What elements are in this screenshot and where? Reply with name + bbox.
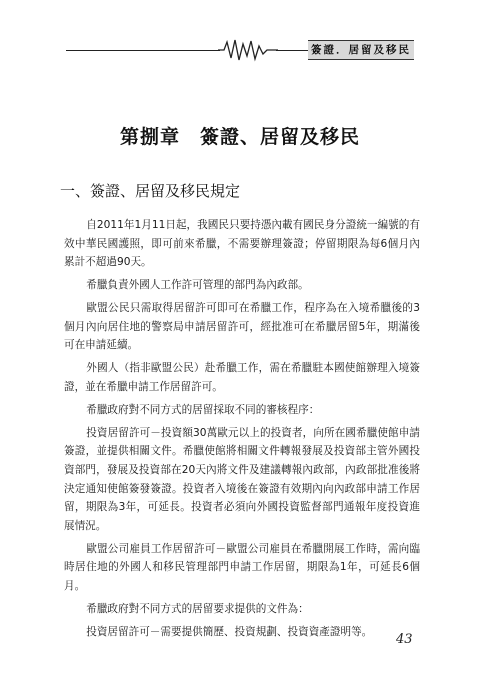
paragraph: 歐盟公民只需取得居留許可即可在希臘工作，程序為在入境希臘後的3個月內向居住地的警察局申請居留許可，經批准可在希臘居留5年，期滿後可在申請延續。 — [64, 302, 420, 352]
header-rule-left — [66, 50, 220, 51]
page-number: 43 — [396, 632, 413, 647]
header-rule-right — [276, 50, 310, 51]
paragraph: 投資居留許可－需要提供簡歷、投資規劃、投資資產證明等。 — [86, 626, 373, 638]
paragraph: 自2011年1月11日起，我國民只要持憑內載有國民身分證統一編號的有效中華民國護照，即可前來希臘，不需要辦理簽證；停留期限為每6個月內累計不超過90天。 — [64, 219, 420, 269]
header-heartbeat-ornament — [218, 38, 278, 62]
running-header-title: 簽證．居留及移民 — [308, 40, 414, 60]
paragraph: 歐盟公司雇員工作居留許可－歐盟公司雇員在希臘開展工作時，需向臨時居住地的外國人和移民管理部門申請工作居留，期限為1年，可延長6個月。 — [64, 542, 420, 593]
chapter-title: 第捌章 簽證、居留及移民 — [119, 126, 360, 148]
paragraph: 外國人（指非歐盟公民）赴希臘工作，需在希臘駐本國使館辦理入境簽證，並在希臘申請工作居留許可。 — [64, 362, 420, 393]
section-heading: 一、簽證、居留及移民規定 — [60, 182, 241, 200]
paragraph: 希臘政府對不同方式的居留要求提供的文件為： — [86, 603, 309, 616]
body-text — [64, 216, 420, 646]
paragraph: 希臘政府對不同方式的居留採取不同的審核程序： — [86, 403, 320, 416]
paragraph: 投資居留許可－投資額30萬歐元以上的投資者，向所在國希臘使館申請簽證，並提供相關文件。希臘使館將相關文件轉報發展及投資部主管外國投資部門，發展及投資部在20天內將文件及建議轉報內政部，內政部批准後將決定通知使館簽發簽證。投資者入境後在簽證有效期內向內政部申請工作居留，期限為3年，可延長。投資者必須向外國投資監督部門通報年度投資進展情況。 — [64, 426, 420, 532]
paragraph: 希臘負責外國人工作許可管理的部門為內政部。 — [86, 279, 309, 292]
